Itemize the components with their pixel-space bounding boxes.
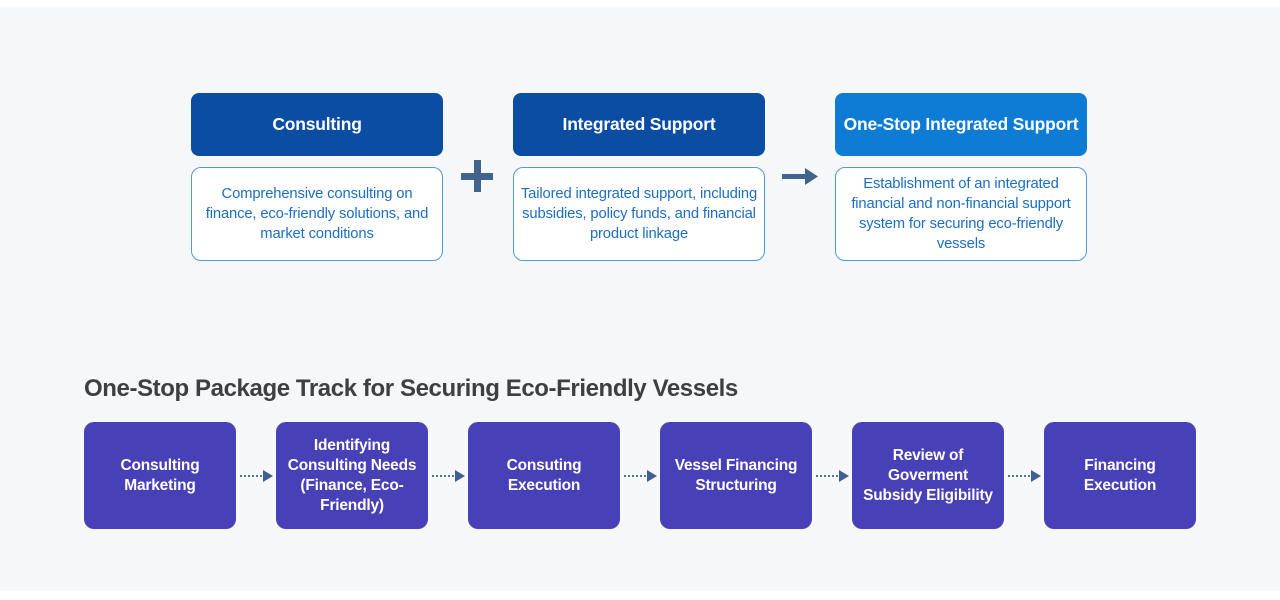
step-vessel-financing-structuring: Vessel Financing Structuring — [660, 422, 812, 529]
dotted-arrow-right-icon — [620, 422, 660, 529]
section-title: One-Stop Package Track for Securing Eco-Friendly Vessels — [84, 375, 738, 402]
dotted-arrow-right-icon — [812, 422, 852, 529]
card-consulting — [191, 93, 443, 261]
step-identifying-consulting-needs: Identifying Consulting Needs (Finance, Eco-Friendly) — [276, 422, 428, 529]
plus-icon — [461, 160, 493, 192]
step-review-government-subsidy-eligibility: Review of Goverment Subsidy Eligibility — [852, 422, 1004, 529]
card-integrated-support — [513, 93, 765, 261]
package-track-steps — [84, 422, 1196, 529]
card-integrated-support-title: Integrated Support — [513, 93, 765, 156]
dotted-arrow-right-icon — [428, 422, 468, 529]
step-financing-execution: Financing Execution — [1044, 422, 1196, 529]
card-one-stop-integrated-support — [835, 93, 1087, 261]
step-consulting-execution: Consuting Execution — [468, 422, 620, 529]
dotted-arrow-right-icon — [1004, 422, 1044, 529]
card-consulting-description: Comprehensive consulting on finance, eco-friendly solutions, and market conditions — [191, 167, 443, 261]
card-one-stop-integrated-support-title: One-Stop Integrated Support — [835, 93, 1087, 156]
dotted-arrow-right-icon — [236, 422, 276, 529]
card-integrated-support-description: Tailored integrated support, including subsidies, policy funds, and financial product linkage — [513, 167, 765, 261]
card-one-stop-integrated-support-description: Establishment of an integrated financial and non-financial support system for securing eco-friendly vessels — [835, 167, 1087, 261]
card-consulting-title: Consulting — [191, 93, 443, 156]
arrow-right-icon — [782, 168, 818, 190]
step-consulting-marketing: Consulting Marketing — [84, 422, 236, 529]
